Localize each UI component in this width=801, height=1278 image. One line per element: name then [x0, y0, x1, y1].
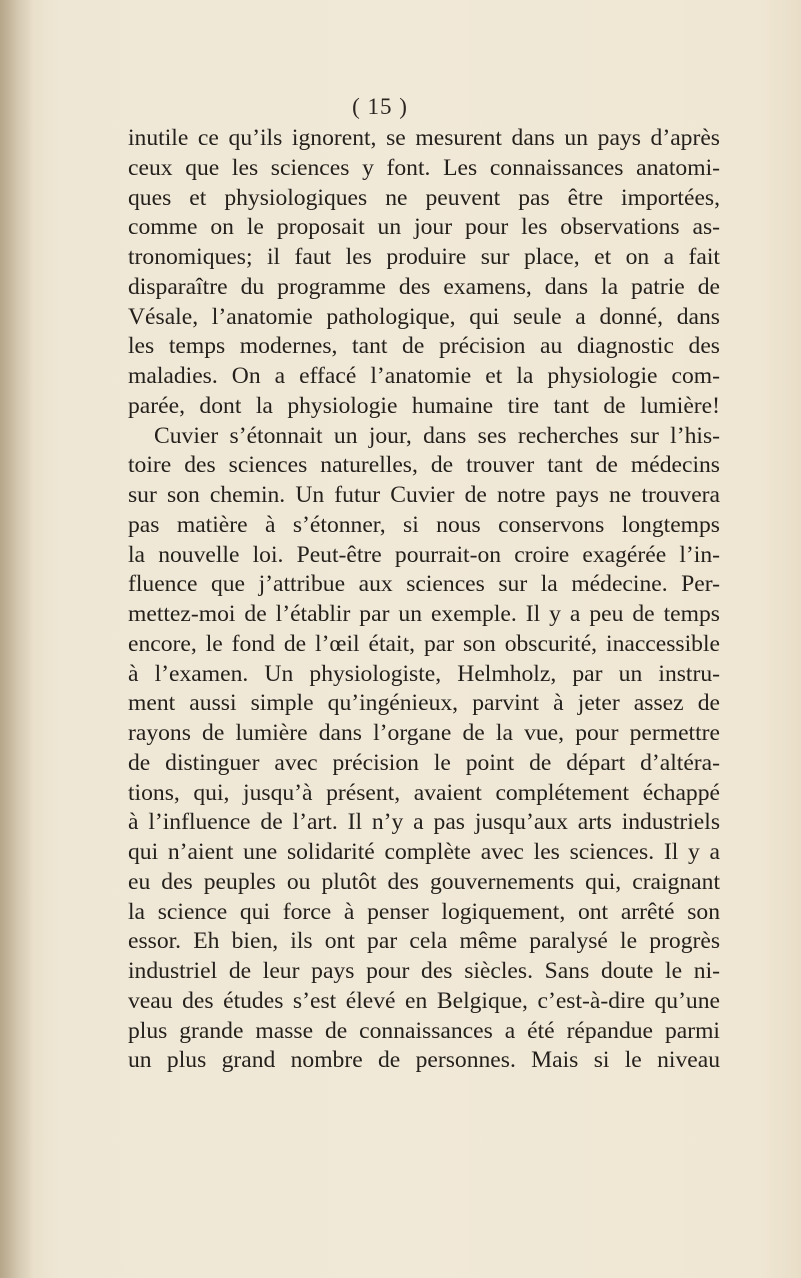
text-line: maladies. On a effacé l’anatomie et la physiologie com- [128, 363, 720, 389]
text-line: un plus grand nombre de personnes. Mais si le niveau [128, 1047, 720, 1074]
text-line: la nouvelle loi. Peut-être pourrait-on croire exagérée l’in- [128, 541, 720, 568]
text-line: à l’examen. Un physiologiste, Helmholz, par un instru- [128, 660, 720, 687]
text-line: ment aussi simple qu’ingénieux, parvint à jeter assez de [128, 690, 720, 717]
text-line: disparaître du programme des examens, dans la patrie de [128, 273, 720, 300]
text-line: tronomiques; il faut les produire sur place, et on a fait [128, 244, 720, 270]
text-line: eu des peuples ou plutôt des gouvernements qui, craignant [128, 868, 720, 895]
binding-gutter-shadow [0, 0, 34, 1278]
text-line: toire des sciences naturelles, de trouver tant de médecins [128, 452, 720, 479]
text-line: parée, dont la physiologie humaine tire tant de lumière! [128, 392, 720, 419]
text-line: fluence que j’attribue aux sciences sur la médecine. Per- [128, 571, 720, 598]
text-line: inutile ce qu’ils ignorent, se mesurent dans un pays d’après [128, 125, 720, 151]
text-line: ques et physiologiques ne peuvent pas être importées, [128, 184, 720, 211]
text-line: industriel de leur pays pour des siècles. Sans doute le ni- [128, 958, 720, 984]
text-line: plus grande masse de connaissances a été répandue parmi [128, 1017, 720, 1044]
text-line: essor. Eh bien, ils ont par cela même paralysé le progrès [128, 928, 720, 955]
text-line: la science qui force à penser logiquement, ont arrêté son [128, 898, 720, 925]
text-line: comme on le proposait un jour pour les observations as- [128, 214, 720, 241]
text-line: les temps modernes, tant de précision au diagnostic des [128, 333, 720, 360]
text-line: mettez-moi de l’établir par un exemple. Il y a peu de temps [128, 601, 720, 627]
text-line: à l’influence de l’art. Il n’y a pas jusqu’aux arts industriels [128, 809, 720, 836]
text-line: de distinguer avec précision le point de départ d’altéra- [128, 749, 720, 776]
text-line: ceux que les sciences y font. Les connaissances anatomi- [128, 154, 720, 181]
page-number: ( 15 ) [352, 94, 408, 119]
body-text [128, 124, 720, 1076]
text-line: rayons de lumière dans l’organe de la vue, pour permettre [128, 720, 720, 746]
text-line: pas matière à s’étonner, si nous conservons longtemps [128, 511, 720, 538]
text-line: tions, qui, jusqu’à présent, avaient complétement échappé [128, 779, 720, 806]
text-line: Cuvier s’étonnait un jour, dans ses recherches sur l’his- [154, 422, 720, 449]
text-line: veau des études s’est élevé en Belgique, c’est-à-dire qu’une [128, 987, 720, 1014]
text-line: qui n’aient une solidarité complète avec les sciences. Il y a [128, 839, 720, 865]
text-line: sur son chemin. Un futur Cuvier de notre pays ne trouvera [128, 482, 720, 508]
text-line: Vésale, l’anatomie pathologique, qui seule a donné, dans [128, 303, 720, 330]
text-line: encore, le fond de l’œil était, par son obscurité, inaccessible [128, 630, 720, 657]
